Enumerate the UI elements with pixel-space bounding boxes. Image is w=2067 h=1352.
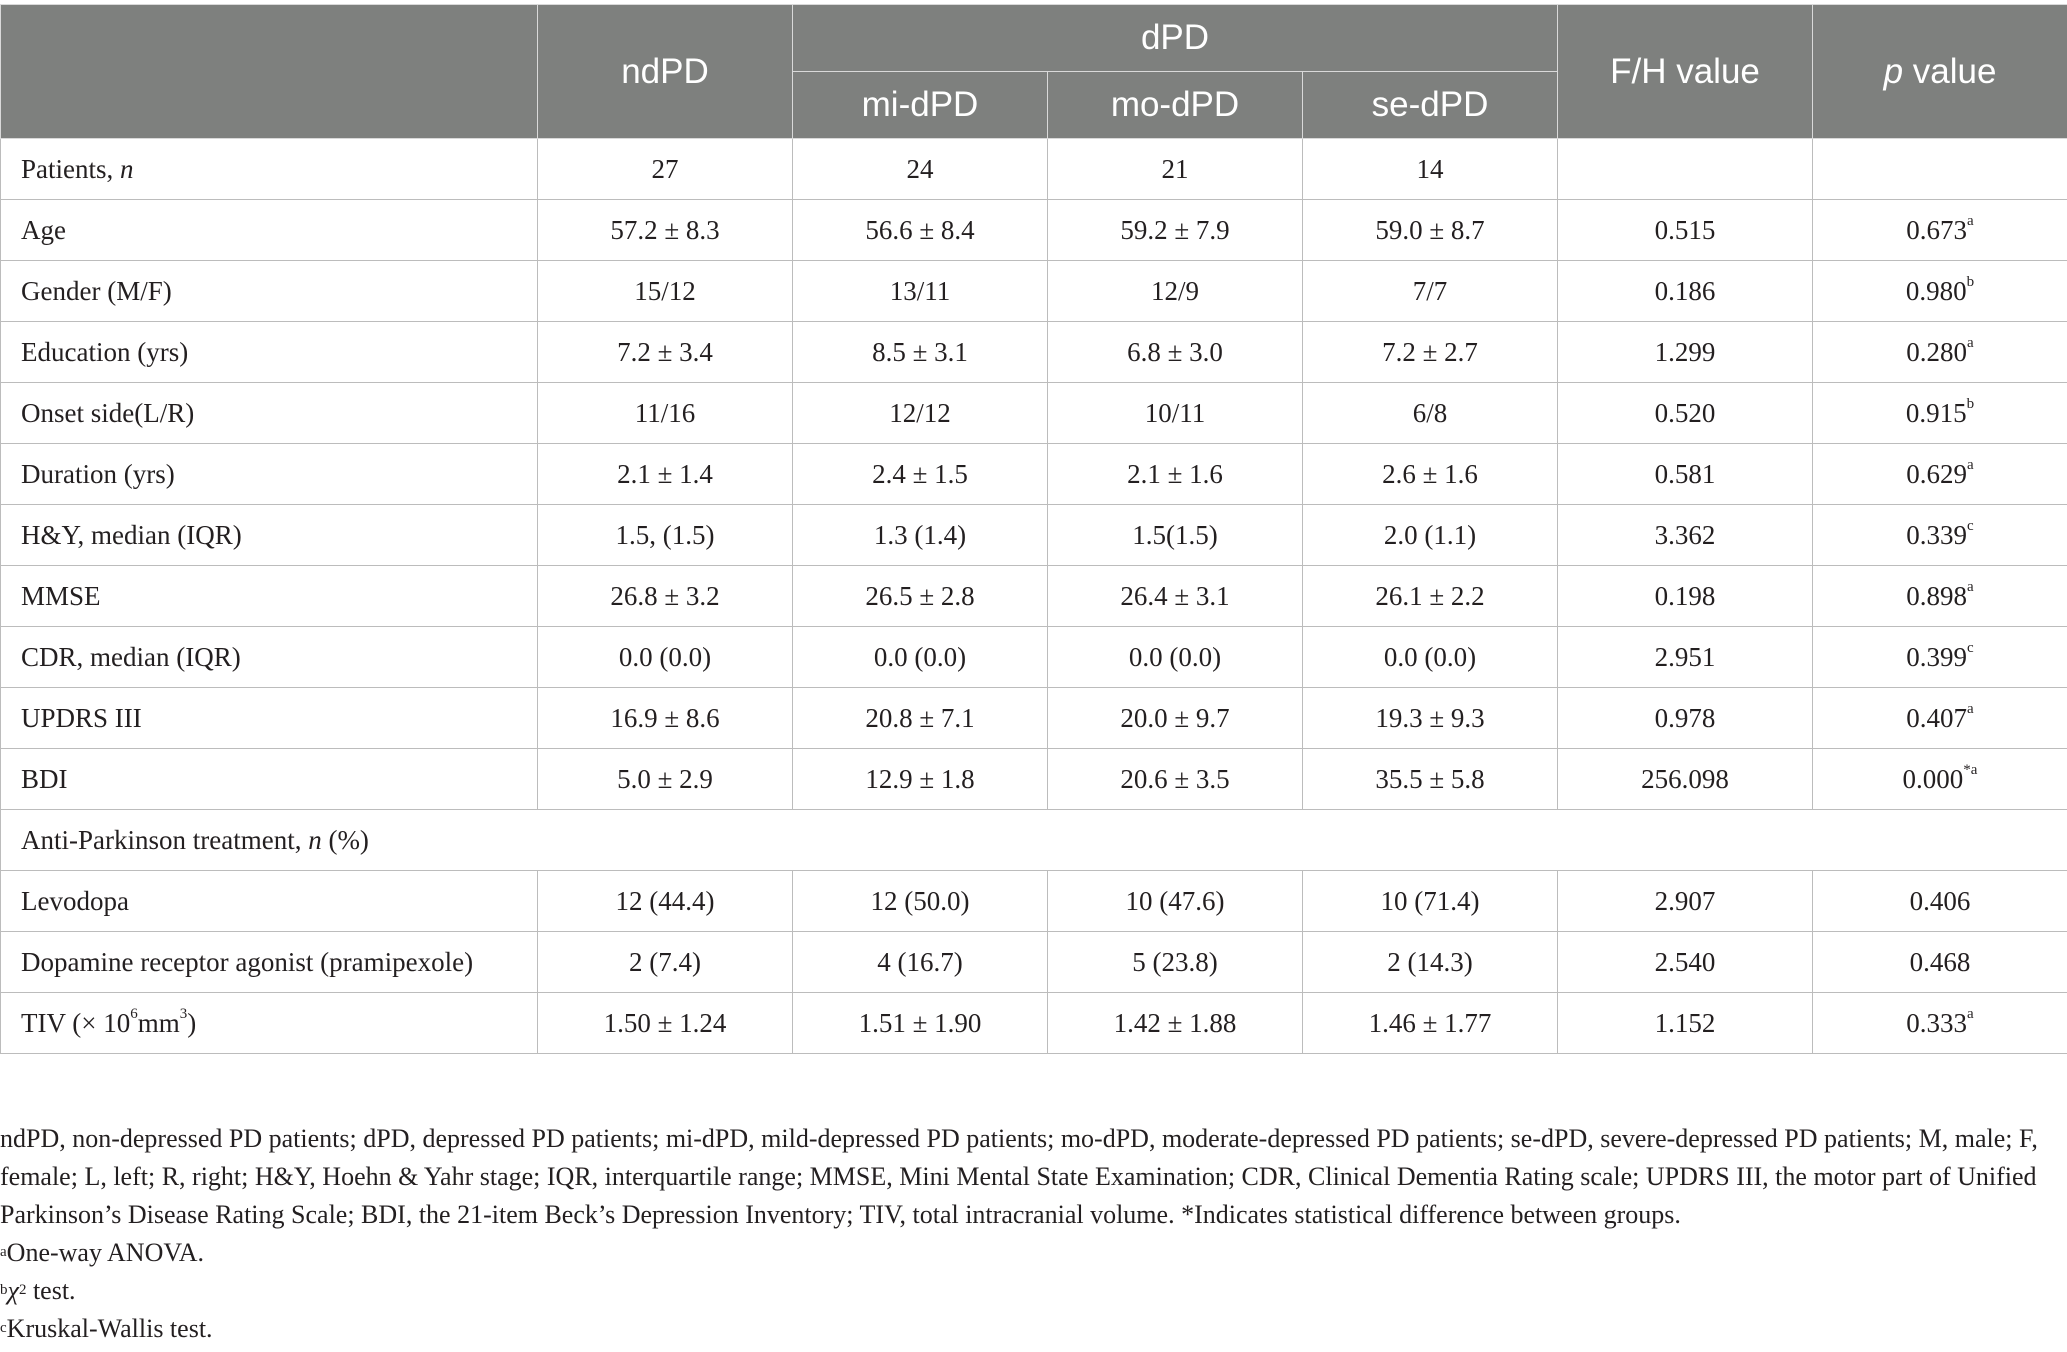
cell-p-value: 0.898	[1906, 580, 1968, 611]
cell-p-footnote: a	[1967, 456, 1974, 473]
cell-fh: 3.362	[1558, 505, 1813, 566]
cell-p	[1813, 993, 2067, 1054]
cell-p	[1813, 200, 2067, 261]
cell-mo-dpd: 10/11	[1048, 383, 1303, 444]
cell-ndpd: 26.8 ± 3.2	[538, 566, 793, 627]
cell-fh: 2.951	[1558, 627, 1813, 688]
row-label: H&Y, median (IQR)	[1, 505, 538, 566]
cell-p	[1813, 383, 2067, 444]
header-p-italic: p	[1883, 51, 1904, 91]
cell-mi-dpd: 12/12	[793, 383, 1048, 444]
row-label: Dopamine receptor agonist (pramipexole)	[1, 932, 538, 993]
tiv-label-close: )	[187, 1007, 197, 1038]
cell-se-dpd: 14	[1303, 139, 1558, 200]
row-label-italic: n	[120, 153, 134, 184]
row-label: BDI	[1, 749, 538, 810]
cell-fh	[1558, 139, 1813, 200]
footnote-c-text: Kruskal-Wallis test.	[6, 1314, 213, 1343]
cell-ndpd: 2.1 ± 1.4	[538, 444, 793, 505]
header-p-value	[1813, 5, 2067, 139]
cell-mo-dpd: 12/9	[1048, 261, 1303, 322]
table-row	[1, 322, 2067, 383]
cell-se-dpd: 2 (14.3)	[1303, 932, 1558, 993]
cell-mi-dpd: 12.9 ± 1.8	[793, 749, 1048, 810]
cell-ndpd: 16.9 ± 8.6	[538, 688, 793, 749]
footnote-a-text: One-way ANOVA.	[6, 1238, 205, 1267]
cell-p-footnote: a	[1967, 334, 1974, 351]
row-label: MMSE	[1, 566, 538, 627]
cell-mo-dpd: 20.0 ± 9.7	[1048, 688, 1303, 749]
cell-p-value: 0.339	[1906, 519, 1968, 550]
cell-se-dpd: 35.5 ± 5.8	[1303, 749, 1558, 810]
section-label	[1, 810, 2067, 871]
cell-fh: 0.515	[1558, 200, 1813, 261]
footnote-c	[0, 1310, 2040, 1348]
header-mo-dpd: mo-dPD	[1048, 72, 1303, 139]
cell-ndpd: 11/16	[538, 383, 793, 444]
cell-p	[1813, 749, 2067, 810]
cell-ndpd: 1.50 ± 1.24	[538, 993, 793, 1054]
tiv-label-text: TIV (× 10	[21, 1007, 131, 1038]
cell-p	[1813, 444, 2067, 505]
cell-p: 0.468	[1813, 932, 2067, 993]
cell-se-dpd: 26.1 ± 2.2	[1303, 566, 1558, 627]
cell-p	[1813, 139, 2067, 200]
row-label: CDR, median (IQR)	[1, 627, 538, 688]
row-label: Levodopa	[1, 871, 538, 932]
header-ndpd: ndPD	[538, 5, 793, 139]
cell-fh: 2.907	[1558, 871, 1813, 932]
header-p-rest: value	[1903, 51, 1997, 91]
cell-mi-dpd: 26.5 ± 2.8	[793, 566, 1048, 627]
cell-ndpd: 5.0 ± 2.9	[538, 749, 793, 810]
cell-fh: 1.299	[1558, 322, 1813, 383]
section-label-italic: n	[308, 824, 322, 855]
cell-mo-dpd: 20.6 ± 3.5	[1048, 749, 1303, 810]
header-row-1	[1, 5, 2067, 72]
cell-se-dpd: 0.0 (0.0)	[1303, 627, 1558, 688]
cell-fh: 2.540	[1558, 932, 1813, 993]
table-row	[1, 749, 2067, 810]
cell-ndpd: 57.2 ± 8.3	[538, 200, 793, 261]
table-row	[1, 261, 2067, 322]
cell-p-footnote: a	[1967, 212, 1974, 229]
cell-mi-dpd: 8.5 ± 3.1	[793, 322, 1048, 383]
section-label-text: Anti-Parkinson treatment,	[21, 824, 309, 855]
cell-p-footnote: a	[1967, 700, 1974, 717]
cell-mi-dpd: 1.3 (1.4)	[793, 505, 1048, 566]
table-header	[1, 5, 2067, 139]
cell-p-value: 0.000	[1902, 763, 1964, 794]
cell-p	[1813, 688, 2067, 749]
cell-mi-dpd: 12 (50.0)	[793, 871, 1048, 932]
cell-p-value: 0.399	[1906, 641, 1968, 672]
table-row	[1, 871, 2067, 932]
cell-mo-dpd: 10 (47.6)	[1048, 871, 1303, 932]
cell-fh: 0.978	[1558, 688, 1813, 749]
cell-mo-dpd: 26.4 ± 3.1	[1048, 566, 1303, 627]
cell-mo-dpd: 5 (23.8)	[1048, 932, 1303, 993]
cell-fh: 1.152	[1558, 993, 1813, 1054]
table-footnotes	[0, 1120, 2040, 1348]
cell-mo-dpd: 21	[1048, 139, 1303, 200]
cell-fh: 0.581	[1558, 444, 1813, 505]
footnote-a	[0, 1234, 2040, 1272]
cell-ndpd: 0.0 (0.0)	[538, 627, 793, 688]
cell-p-value: 0.333	[1906, 1007, 1968, 1038]
cell-ndpd: 1.5, (1.5)	[538, 505, 793, 566]
cell-se-dpd: 2.0 (1.1)	[1303, 505, 1558, 566]
tiv-unit-exponent: 3	[179, 1005, 188, 1022]
cell-se-dpd: 7/7	[1303, 261, 1558, 322]
cell-se-dpd: 6/8	[1303, 383, 1558, 444]
characteristics-table	[0, 4, 2067, 1054]
cell-mo-dpd: 1.5(1.5)	[1048, 505, 1303, 566]
cell-p	[1813, 566, 2067, 627]
cell-ndpd: 27	[538, 139, 793, 200]
header-blank-cell	[1, 5, 538, 139]
cell-p	[1813, 261, 2067, 322]
cell-p-footnote: a	[1967, 1005, 1974, 1022]
footnote-b-square: 2	[18, 1282, 27, 1298]
row-label-text: Patients,	[21, 153, 120, 184]
table-row	[1, 688, 2067, 749]
cell-mi-dpd: 1.51 ± 1.90	[793, 993, 1048, 1054]
footnote-b-text: test.	[26, 1276, 76, 1305]
cell-se-dpd: 59.0 ± 8.7	[1303, 200, 1558, 261]
cell-p-footnote: b	[1966, 273, 1975, 290]
cell-p	[1813, 505, 2067, 566]
tiv-unit: mm	[137, 1007, 180, 1038]
footnote-b-chi: χ	[7, 1276, 19, 1305]
table-row	[1, 566, 2067, 627]
cell-p: 0.406	[1813, 871, 2067, 932]
row-label: Onset side(L/R)	[1, 383, 538, 444]
table-row	[1, 932, 2067, 993]
cell-p-footnote: c	[1967, 639, 1974, 656]
cell-mi-dpd: 13/11	[793, 261, 1048, 322]
cell-mi-dpd: 0.0 (0.0)	[793, 627, 1048, 688]
cell-fh: 0.186	[1558, 261, 1813, 322]
cell-p-value: 0.980	[1905, 275, 1967, 306]
cell-p-value: 0.915	[1905, 397, 1967, 428]
row-label: Education (yrs)	[1, 322, 538, 383]
footnote-b	[0, 1272, 2040, 1310]
cell-se-dpd: 19.3 ± 9.3	[1303, 688, 1558, 749]
table-row	[1, 383, 2067, 444]
row-label	[1, 139, 538, 200]
cell-p-footnote: c	[1967, 517, 1974, 534]
cell-mi-dpd: 4 (16.7)	[793, 932, 1048, 993]
tiv-exponent: 6	[130, 1005, 138, 1022]
footnote-c-mark: c	[0, 1320, 7, 1336]
row-label: UPDRS III	[1, 688, 538, 749]
cell-fh: 0.520	[1558, 383, 1813, 444]
cell-mo-dpd: 6.8 ± 3.0	[1048, 322, 1303, 383]
cell-ndpd: 2 (7.4)	[538, 932, 793, 993]
cell-fh: 256.098	[1558, 749, 1813, 810]
cell-mo-dpd: 59.2 ± 7.9	[1048, 200, 1303, 261]
cell-ndpd: 12 (44.4)	[538, 871, 793, 932]
header-se-dpd: se-dPD	[1303, 72, 1558, 139]
table-row	[1, 627, 2067, 688]
row-label-tiv	[1, 993, 538, 1054]
characteristics-table-container	[0, 4, 2067, 1054]
cell-ndpd: 7.2 ± 3.4	[538, 322, 793, 383]
table-row	[1, 200, 2067, 261]
cell-p-footnote: b	[1966, 395, 1975, 412]
cell-mi-dpd: 56.6 ± 8.4	[793, 200, 1048, 261]
footnote-a-mark: a	[0, 1244, 7, 1260]
cell-mo-dpd: 1.42 ± 1.88	[1048, 993, 1303, 1054]
row-label: Duration (yrs)	[1, 444, 538, 505]
cell-p-value: 0.280	[1906, 336, 1968, 367]
cell-se-dpd: 1.46 ± 1.77	[1303, 993, 1558, 1054]
table-row	[1, 993, 2067, 1054]
cell-mi-dpd: 2.4 ± 1.5	[793, 444, 1048, 505]
header-dpd: dPD	[793, 5, 1558, 72]
cell-mo-dpd: 2.1 ± 1.6	[1048, 444, 1303, 505]
footnote-b-mark: b	[0, 1282, 8, 1298]
header-mi-dpd: mi-dPD	[793, 72, 1048, 139]
cell-p	[1813, 627, 2067, 688]
section-row	[1, 810, 2067, 871]
cell-p-footnote: a	[1967, 578, 1974, 595]
cell-p	[1813, 322, 2067, 383]
cell-p-value: 0.673	[1906, 214, 1968, 245]
cell-mi-dpd: 20.8 ± 7.1	[793, 688, 1048, 749]
row-label: Gender (M/F)	[1, 261, 538, 322]
section-label-suffix: (%)	[321, 824, 369, 855]
cell-se-dpd: 2.6 ± 1.6	[1303, 444, 1558, 505]
cell-se-dpd: 7.2 ± 2.7	[1303, 322, 1558, 383]
cell-p-value: 0.407	[1906, 702, 1968, 733]
row-label: Age	[1, 200, 538, 261]
table-body	[1, 139, 2067, 1054]
cell-p-value: 0.629	[1906, 458, 1968, 489]
table-row	[1, 444, 2067, 505]
cell-se-dpd: 10 (71.4)	[1303, 871, 1558, 932]
header-fh-value: F/H value	[1558, 5, 1813, 139]
cell-ndpd: 15/12	[538, 261, 793, 322]
table-row	[1, 139, 2067, 200]
abbreviations-note: ndPD, non-depressed PD patients; dPD, depressed PD patients; mi-dPD, mild-depressed PD patients; mo-dPD, moderate-depressed PD patients; se-dPD, severe-depressed PD patients; M, male; F, female; L, left; R, right; H&Y, Hoehn & Yahr stage; IQR, interquartile range; MMSE, Mini Mental State Examination; CDR, Clinical Dementia Rating scale; UPDRS III, the motor part of Unified Parkinson’s Disease Rating Scale; BDI, the 21-item Beck’s Depression Inventory; TIV, total intracranial volume. *Indicates statistical difference between groups.	[0, 1124, 2038, 1229]
cell-p-footnote: *a	[1963, 761, 1978, 778]
cell-mo-dpd: 0.0 (0.0)	[1048, 627, 1303, 688]
cell-mi-dpd: 24	[793, 139, 1048, 200]
table-row	[1, 505, 2067, 566]
cell-fh: 0.198	[1558, 566, 1813, 627]
